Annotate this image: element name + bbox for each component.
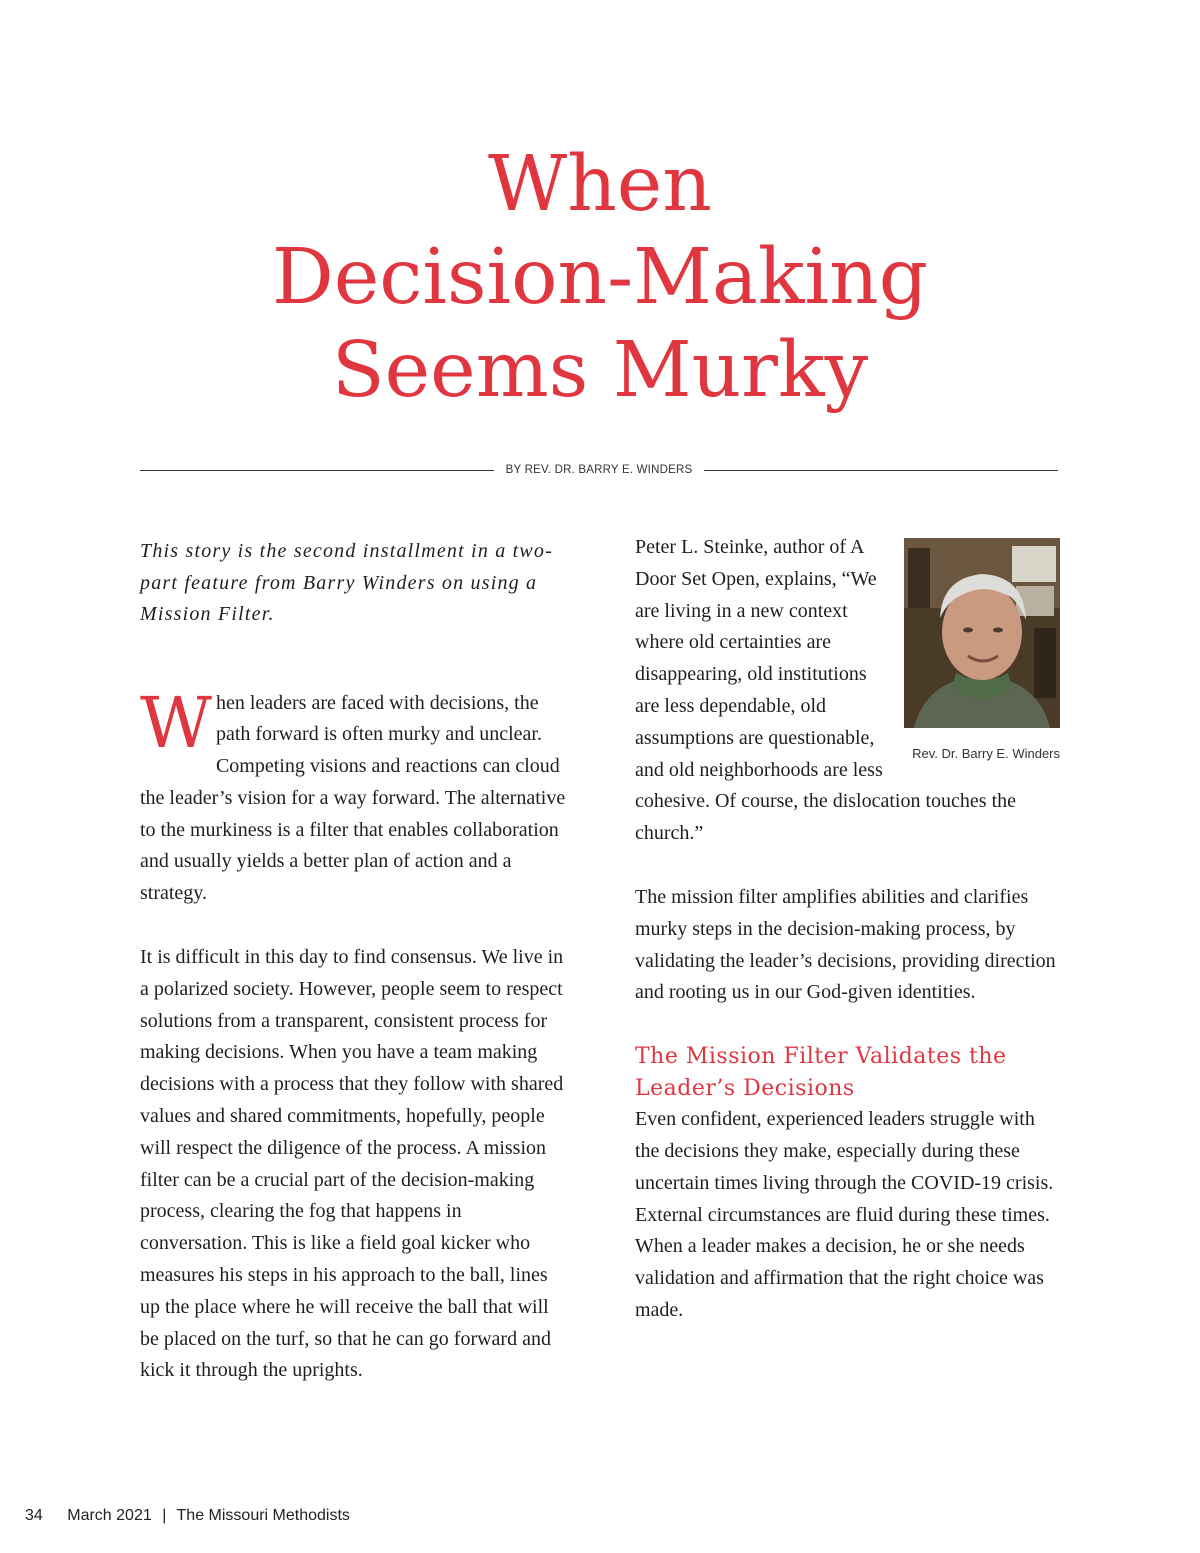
title-line-2: Decision-Making (271, 233, 929, 322)
page-footer (25, 1507, 350, 1525)
title-line-1: When (488, 140, 712, 229)
left-paragraph-1-text: hen leaders are faced with decisions, the path forward is often murky and unclear. Competing visions and reactions can cloud the leader’s vision for a way forward. The alternative to the murkiness is a filter that enables collaboration and usually yields a better plan of action and a strategy. (140, 691, 566, 905)
right-paragraph-2: The mission filter amplifies abilities and clarifies murky steps in the decision-making process, by validating the leader’s decisions, providing direction and rooting us in our God-given identities. (635, 885, 1056, 1004)
byline-rule-right (704, 470, 1058, 471)
author-photo (904, 538, 1060, 728)
photo-caption: Rev. Dr. Barry E. Winders (912, 746, 1060, 761)
left-paragraph-2: It is difficult in this day to find consensus. We live in a polarized society. However, people seem to respect solutions from a transparent, consistent process for making decisions. When you have a team making decisions with a process that they follow with shared values and shared commitments, hopefully, people will respect the diligence of the process. A mission filter can be a crucial part of the decision-making process, clearing the fog that happens in conversation. This is like a field goal kicker who measures his steps in his approach to the ball, lines up the place where he will receive the ball that will be placed on the turf, so that he can go forward and kick it through the uprights. (140, 946, 564, 1382)
author-photo-block (904, 538, 1060, 761)
byline-row (140, 460, 1058, 480)
left-column (140, 536, 570, 1387)
intro-text: This story is the second installment in a two-part feature from Barry Winders on using a Mission Filter. (140, 540, 553, 625)
right-paragraph-3: Even confident, experienced leaders struggle with the decisions they make, especially during these uncertain times living through the COVID-19 crisis. External circumstances are fluid during these times. When a leader makes a decision, he or she needs validation and affirmation that the right choice was made. (635, 1108, 1054, 1321)
right-column (635, 532, 1060, 1327)
article-title (0, 138, 1200, 417)
title-line-3: Seems Murky (331, 326, 869, 415)
footer-separator: | (162, 1507, 167, 1524)
byline: BY REV. DR. BARRY E. WINDERS (505, 464, 693, 476)
publication-name: The Missouri Methodists (176, 1507, 350, 1524)
issue-date: March 2021 (67, 1507, 152, 1524)
page-number: 34 (25, 1507, 43, 1524)
right-paragraph-1: Peter L. Steinke, author of A Door Set Open, explains, “We are living in a new context where old certainties are disappearing, old institutions are less dependable, old assumptions are questionable, and old neighborhoods are less cohesive. Of course, the dislocation touches the church.” (635, 536, 1016, 845)
section-heading: The Mission Filter Validates the Leader’s Decisions (635, 1044, 1007, 1101)
byline-rule-left (140, 470, 494, 471)
left-paragraph-1 (140, 681, 570, 911)
drop-cap: W (140, 681, 212, 764)
